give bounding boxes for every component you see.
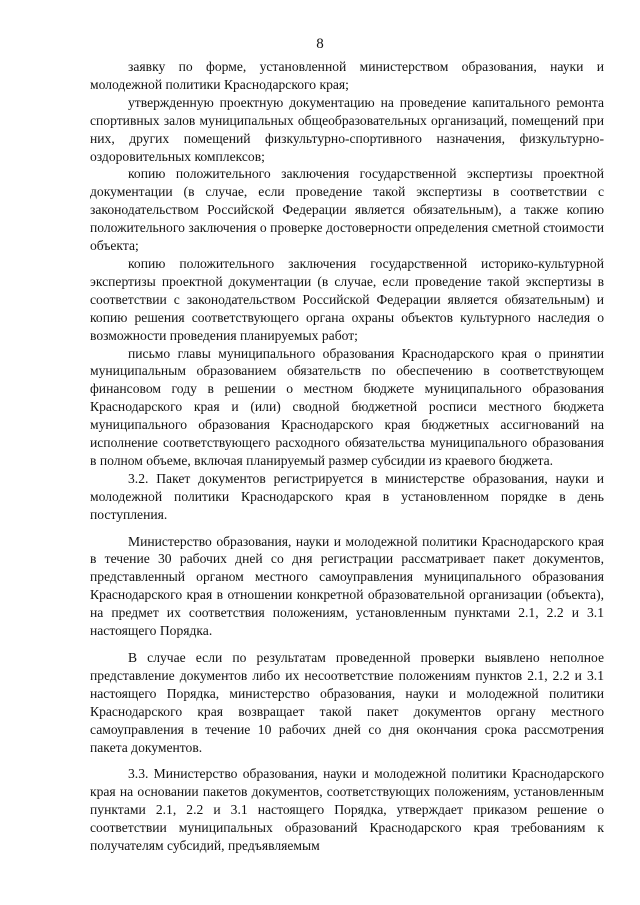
paragraph-head-letter: письмо главы муниципального образования Краснодарского края о принятии муниципальным образованием обязательств по обеспечению в соответствующем финансовом году в решении о местном бюджете муниципального образования Краснодарского края и (или) сводной бюджетной росписи местного бюджета муниципального образования Краснодарского края бюджетных ассигнований на исполнение соответствующего расходного обязательства муниципального образования в полном объеме, включая планируемый размер субсидии из краевого бюджета.	[90, 345, 604, 468]
paragraph-incomplete-documents: В случае если по результатам проведенной проверки выявлено неполное представление документов либо их несоответствие положениям пунктов 2.1, 2.2 и 3.1 настоящего Порядка, министерство образования, науки и молодежной политики Краснодарского края возвращает такой пакет документов органу местного самоуправления в течение 10 рабочих дней со дня окончания срока рассмотрения пакета документов.	[90, 650, 604, 755]
paragraph-section-3-2: 3.2. Пакет документов регистрируется в министерстве образования, науки и молодежной политики Краснодарского края в установленном порядке в день поступления.	[90, 470, 604, 522]
paragraph-section-3-3: 3.3. Министерство образования, науки и молодежной политики Краснодарского края на основании пакетов документов, соответствующих положениям, установленным пунктами 2.1, 2.2 и 3.1 настоящего Порядка, утверждает приказом решение о соответствии муниципальных образований Краснодарского края требованиям к получателям субсидий, предъявляемым	[90, 766, 604, 854]
paragraph-application-form: заявку по форме, установленной министерством образования, науки и молодежной политики Краснодарского края;	[90, 59, 604, 92]
document-body	[90, 58, 604, 855]
page-number: 8	[316, 36, 324, 52]
paragraph-project-documentation: утвержденную проектную документацию на проведение капитального ремонта спортивных залов муниципальных общеобразовательных организаций, помещений при них, других помещений физкультурно-спортивного назначения, физкультурно-оздоровительных комплексов;	[90, 94, 604, 164]
paragraph-state-expertise: копию положительного заключения государственной экспертизы проектной документации (в случае, если проведение такой экспертизы в соответствии с законодательством Российской Федерации является обязательным), а также копию положительного заключения о проверке достоверности определения сметной стоимости объекта;	[90, 166, 604, 254]
paragraph-cultural-expertise: копию положительного заключения государственной историко-культурной экспертизы проектной документации (в случае, если проведение такой экспертизы в соответствии с законодательством Российской Федерации является обязательным) и копию решения соответствующего органа охраны объектов культурного наследия о возможности проведения планируемых работ;	[90, 255, 604, 343]
paragraph-ministry-review: Министерство образования, науки и молодежной политики Краснодарского края в течение 30 рабочих дней со дня регистрации рассматривает пакет документов, представленный органом местного самоуправления муниципального образования Краснодарского края в отношении конкретной образовательной организации (объекта), на предмет их соответствия положениям, установленным пунктами 2.1, 2.2 и 3.1 настоящего Порядка.	[90, 533, 604, 639]
